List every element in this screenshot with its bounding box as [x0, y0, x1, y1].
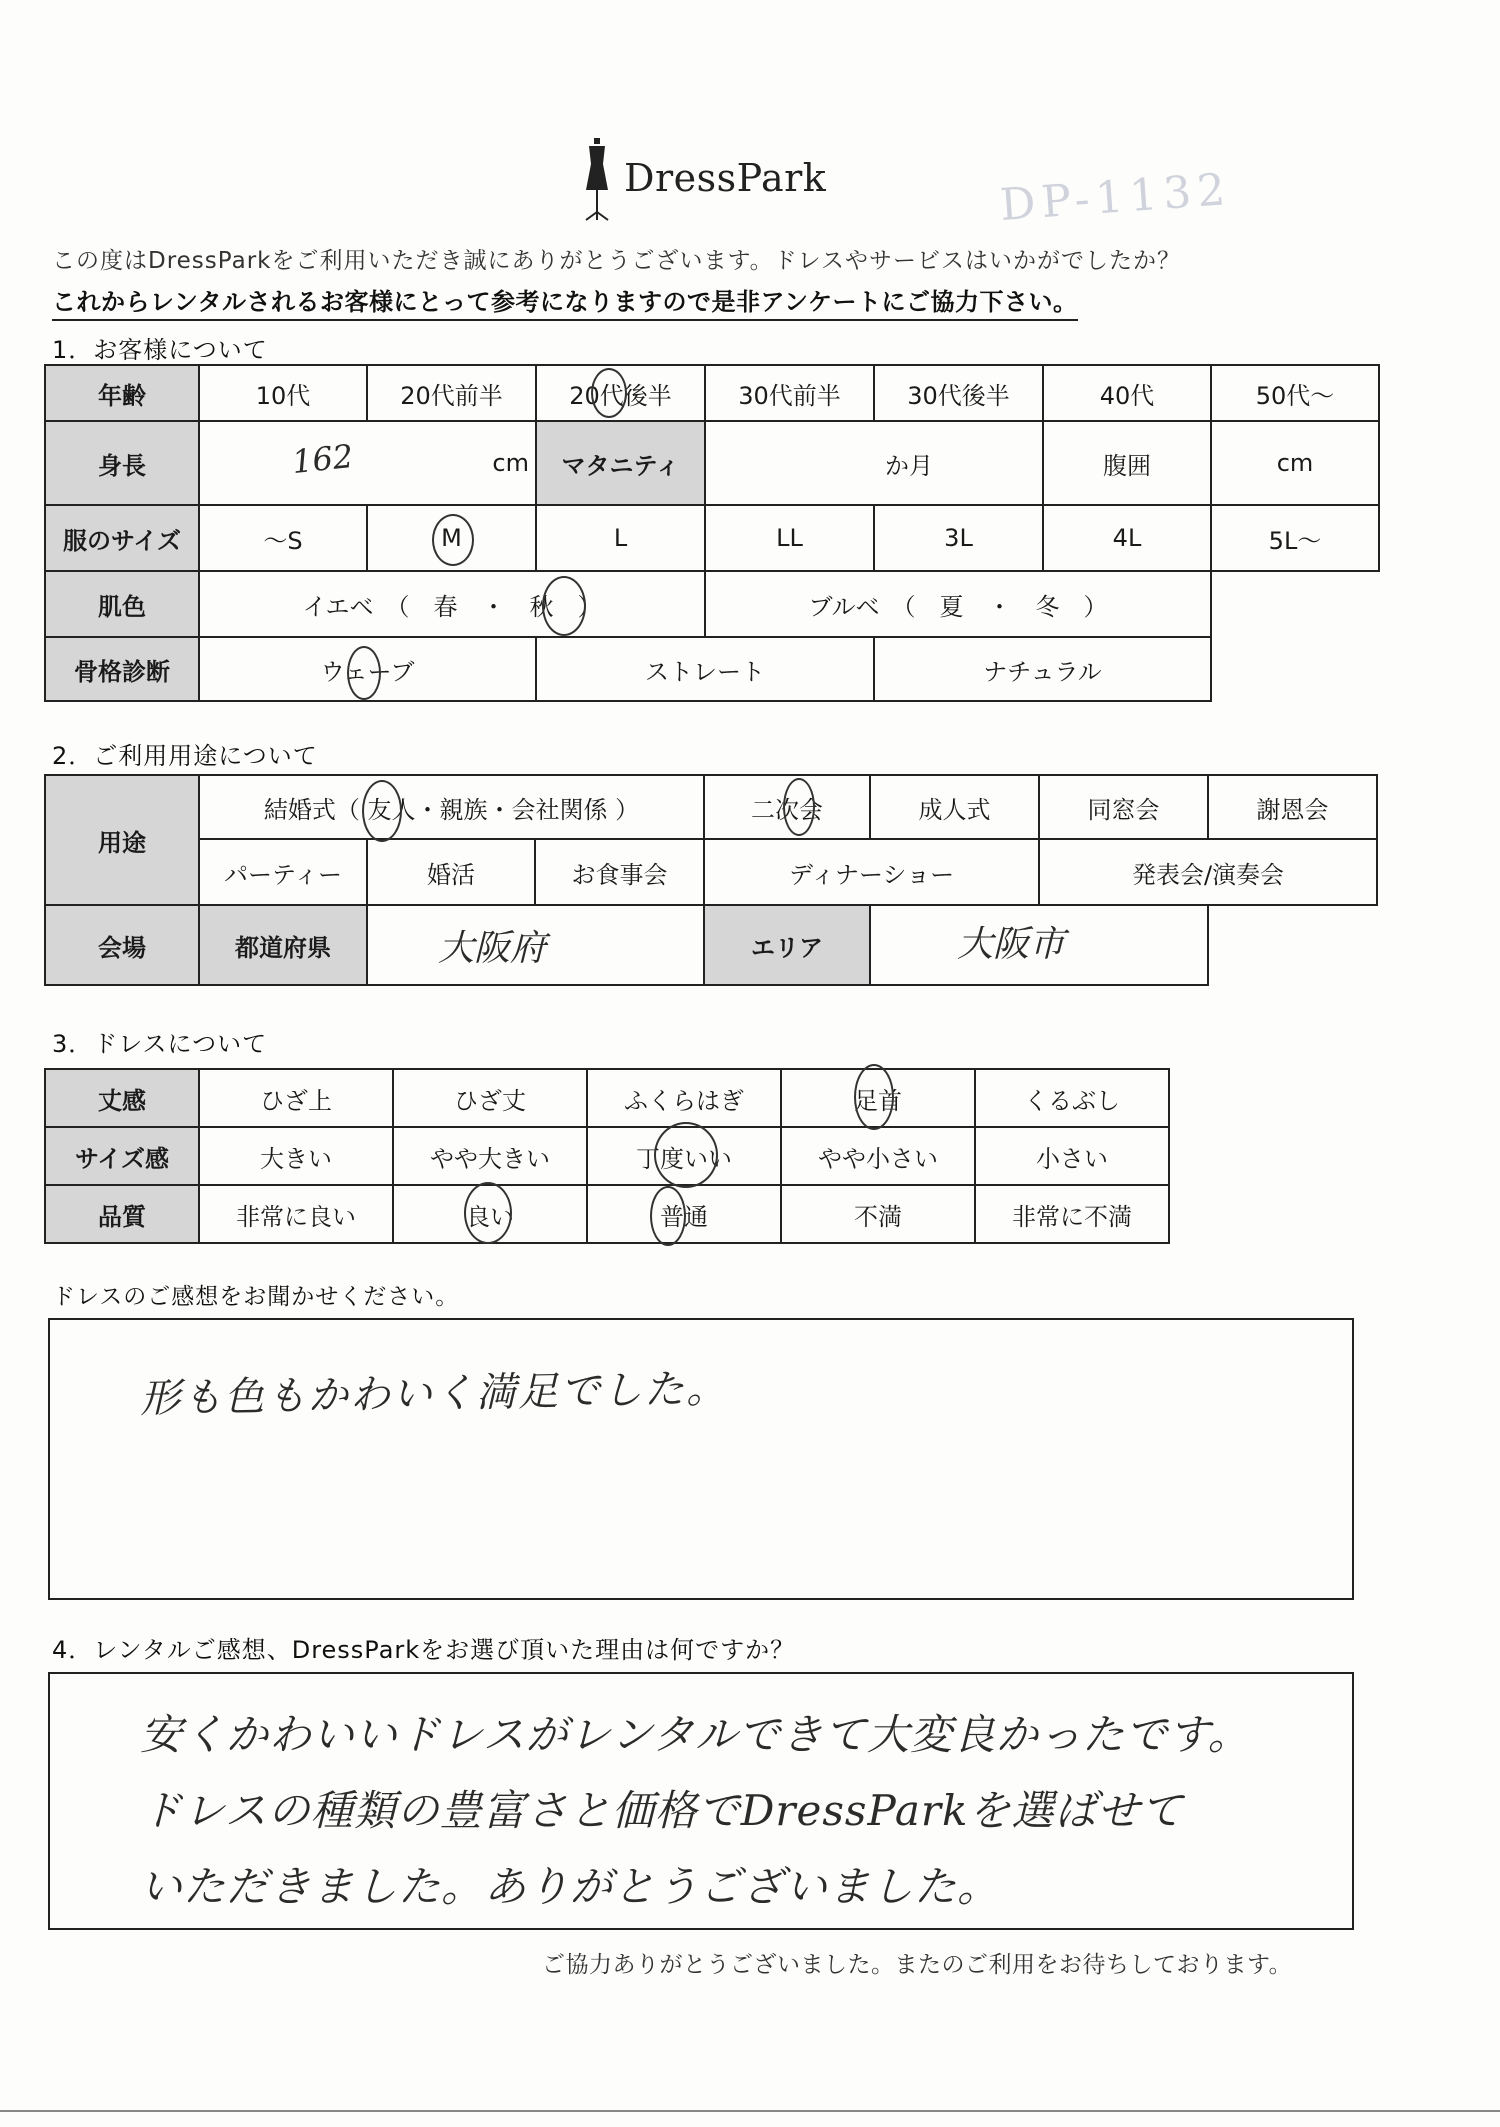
purpose-label: 用途: [45, 775, 199, 905]
age-label: 年齢: [45, 365, 199, 421]
frame-label: 骨格診断: [45, 637, 199, 701]
maternity-unit: か月: [885, 451, 933, 480]
reason-line-3: いただきました。ありがとうございました。: [140, 1862, 1001, 1911]
height-unit: cm: [492, 449, 529, 477]
bleed-through-text: DP-1132: [998, 163, 1233, 232]
fit-label: サイズ感: [45, 1127, 199, 1185]
frame-option[interactable]: ナチュラル: [874, 637, 1211, 701]
purpose-wedding[interactable]: [199, 775, 704, 839]
size-option[interactable]: ～S: [199, 505, 367, 571]
prefecture-field[interactable]: [367, 905, 704, 985]
quality-option[interactable]: 不満: [781, 1185, 975, 1243]
purpose-option[interactable]: 謝恩会: [1208, 775, 1377, 839]
frame-row: [45, 637, 1379, 701]
size-option[interactable]: L: [536, 505, 705, 571]
height-label: 身長: [45, 421, 199, 505]
section2-title: 2．ご利用用途について: [52, 742, 318, 770]
purpose-option[interactable]: お食事会: [535, 839, 704, 905]
age-option[interactable]: 20代前半: [367, 365, 536, 421]
purpose-afterparty-label: 二次会: [751, 795, 824, 824]
age-row: [45, 365, 1379, 421]
age-option-selected[interactable]: [536, 365, 705, 421]
skin-blue-base[interactable]: ブルベ （ 夏 ・ 冬 ）: [705, 571, 1211, 637]
purpose-option[interactable]: パーティー: [199, 839, 367, 905]
length-option[interactable]: ひざ丈: [393, 1069, 587, 1127]
maternity-field[interactable]: [705, 421, 1043, 505]
size-option-selected[interactable]: [367, 505, 536, 571]
purpose-afterparty[interactable]: [704, 775, 870, 839]
scan-edge: [0, 2110, 1500, 2112]
waist-label: 腹囲: [1043, 421, 1211, 505]
size-option[interactable]: 4L: [1043, 505, 1211, 571]
dress-mannequin-icon: [580, 138, 614, 222]
venue-label: 会場: [45, 905, 199, 985]
dress-table: [44, 1068, 1170, 1244]
size-option[interactable]: LL: [705, 505, 874, 571]
quality-label: 品質: [45, 1185, 199, 1243]
reason-line-2: ドレスの種類の豊富さと価格でDressParkを選ばせて: [140, 1786, 1184, 1835]
prefecture-label: 都道府県: [199, 905, 367, 985]
skin-yellow-base[interactable]: [199, 571, 705, 637]
purpose-table: [44, 774, 1378, 986]
quality-row: [45, 1185, 1169, 1243]
waist-field[interactable]: [1211, 421, 1379, 505]
frame-option[interactable]: ストレート: [536, 637, 874, 701]
length-option[interactable]: ひざ上: [199, 1069, 393, 1127]
maternity-label: マタニティ: [536, 421, 705, 505]
fit-option-label: 丁度いい: [636, 1144, 732, 1173]
length-label: 丈感: [45, 1069, 199, 1127]
quality-option-selected[interactable]: [587, 1185, 781, 1243]
quality-option[interactable]: 非常に不満: [975, 1185, 1169, 1243]
fit-option[interactable]: やや小さい: [781, 1127, 975, 1185]
reason-box[interactable]: [48, 1672, 1354, 1930]
age-option-label: 20代後半: [569, 381, 672, 410]
frame-option-label: ウェーブ: [320, 657, 415, 686]
purpose-option[interactable]: 発表会/演奏会: [1039, 839, 1377, 905]
fit-option[interactable]: 小さい: [975, 1127, 1169, 1185]
size-label: 服のサイズ: [45, 505, 199, 571]
skin-yellow-text: イエベ （ 春 ・ 秋 ）: [302, 592, 602, 621]
brand-name: DressPark: [624, 156, 827, 200]
length-option-selected[interactable]: [781, 1069, 975, 1127]
customer-table: [44, 364, 1380, 702]
impression-box[interactable]: [48, 1318, 1354, 1600]
fit-option[interactable]: やや大きい: [393, 1127, 587, 1185]
purpose-option[interactable]: ディナーショー: [704, 839, 1039, 905]
age-option[interactable]: 50代～: [1211, 365, 1379, 421]
prefecture-value: 大阪府: [438, 928, 547, 969]
length-option[interactable]: くるぶし: [975, 1069, 1169, 1127]
fit-option-selected[interactable]: [587, 1127, 781, 1185]
impression-answer: 形も色もかわいく満足でした。: [139, 1365, 729, 1423]
area-field[interactable]: [870, 905, 1208, 985]
length-row: [45, 1069, 1169, 1127]
brand-logo: [580, 134, 880, 224]
skin-label: 肌色: [45, 571, 199, 637]
impression-prompt: ドレスのご感想をお聞かせください。: [52, 1284, 460, 1310]
footer-thanks: ご協力ありがとうございました。またのご利用をお待ちしております。: [542, 1952, 1293, 1978]
height-value: 162: [290, 436, 355, 482]
size-option[interactable]: 3L: [874, 505, 1043, 571]
fit-row: [45, 1127, 1169, 1185]
height-field[interactable]: [199, 421, 536, 505]
frame-option-selected[interactable]: [199, 637, 536, 701]
skin-row: [45, 571, 1379, 637]
size-option[interactable]: 5L～: [1211, 505, 1379, 571]
length-option-label: 足首: [854, 1086, 902, 1115]
purpose-row-2: [45, 839, 1377, 905]
age-option[interactable]: 10代: [199, 365, 367, 421]
size-row: [45, 505, 1379, 571]
age-option[interactable]: 40代: [1043, 365, 1211, 421]
age-option[interactable]: 30代前半: [705, 365, 874, 421]
intro-text: この度はDressParkをご利用いただき誠にありがとうございます。ドレスやサービスはいかがでしたか？: [52, 248, 1181, 274]
intro-request-text: これからレンタルされるお客様にとって参考になりますので是非アンケートにご協力下さい。: [52, 282, 1078, 321]
height-row: [45, 421, 1379, 505]
area-label: エリア: [704, 905, 870, 985]
reason-line-1: 安くかわいいドレスがレンタルできて大変良かったです。: [140, 1710, 1251, 1759]
quality-option-label: 普通: [660, 1202, 708, 1231]
age-option[interactable]: 30代後半: [874, 365, 1043, 421]
purpose-row-1: [45, 775, 1377, 839]
section3-title: 3．ドレスについて: [52, 1030, 268, 1058]
section4-title: 4．レンタルご感想、DressParkをお選び頂いた理由は何ですか？: [52, 1636, 796, 1664]
size-option-label: M: [441, 524, 462, 552]
length-option[interactable]: ふくらはぎ: [587, 1069, 781, 1127]
purpose-wedding-label: 結婚式（ 友人・親族・会社関係 ）: [263, 795, 640, 824]
purpose-option[interactable]: 同窓会: [1039, 775, 1208, 839]
quality-option[interactable]: 非常に良い: [199, 1185, 393, 1243]
purpose-option[interactable]: 成人式: [870, 775, 1039, 839]
quality-option-label: 良い: [466, 1202, 514, 1231]
purpose-option[interactable]: 婚活: [367, 839, 535, 905]
section1-title: 1．お客様について: [52, 336, 268, 364]
waist-unit: cm: [1276, 449, 1314, 477]
venue-row: [45, 905, 1377, 985]
fit-option[interactable]: 大きい: [199, 1127, 393, 1185]
area-value: 大阪市: [957, 924, 1066, 965]
quality-option-selected[interactable]: [393, 1185, 587, 1243]
